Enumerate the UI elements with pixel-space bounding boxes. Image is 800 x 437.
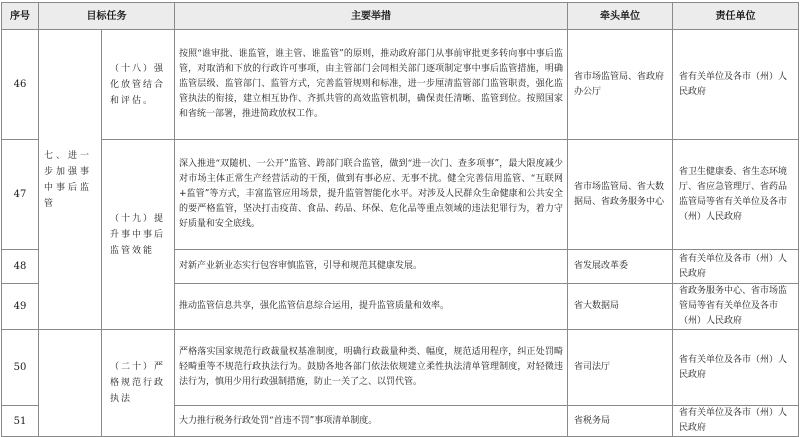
table-row bbox=[2, 140, 799, 250]
subtask-cell: （十九）提升事中事后监管效能 bbox=[102, 140, 175, 330]
table-row bbox=[2, 330, 799, 406]
lead-unit-cell: 省大数据局 bbox=[568, 284, 673, 330]
responsible-unit-cell: 省政务服务中心、省市场监管局等省有关单位及各市（州）人民政府 bbox=[673, 284, 799, 330]
header-no: 序号 bbox=[2, 3, 39, 30]
lead-unit-cell: 省税务局 bbox=[568, 406, 673, 437]
table-row bbox=[2, 30, 799, 140]
category-cell-blank bbox=[39, 330, 102, 437]
measure-cell: 严格落实国家规范行政裁量权基准制度，明确行政裁量种类、幅度，规范适用程序，纠正处罚畸轻畸重等不规范行政执法行为。鼓励各地各部门依法依规建立柔性执法清单管理制度，对轻微违法行为，慎用少用行政强制措施，防止一关了之、以罚代管。 bbox=[175, 330, 568, 406]
header-row bbox=[2, 3, 799, 30]
measure-cell: 按照“谁审批、谁监管，谁主管、谁监管”的原则，推动政府部门从事前审批更多转向事中事后监管，对取消和下放的行政许可事项，由主管部门会同相关部门逐项制定事中事后监管措施，明确监管层级、监管部门、监管方式，完善监管规则和标准，进一步厘清监管部门监管职责，强化监管执法的衔接，建立相互协作、齐抓共管的高效监管机制，确保责任清晰、监管到位。按照国家和省统一部署，推进简政放权工作。 bbox=[175, 30, 568, 140]
row-number: 47 bbox=[2, 140, 39, 250]
measure-cell: 深入推进“双随机、一公开”监管、跨部门联合监管，做到“进一次门、查多项事”，最大限度减少对市场主体正常生产经营活动的干预，做到有事必应、无事不扰。健全完善信用监管、“互联网+监管”等方式，丰富监管应用场景，提升监管智能化水平。对涉及人民群众生命健康和公共安全的要严格监管，坚决打击疫苗、食品、药品、环保、危化品等重点领域的违法犯罪行为，着力守好质量和安全底线。 bbox=[175, 140, 568, 250]
responsible-unit-cell: 省卫生健康委、省生态环境厅、省应急管理厅、省药品监管局等省有关单位及各市（州）人民政府 bbox=[673, 140, 799, 250]
subtask-cell: （十八）强化放管结合和评估。 bbox=[102, 30, 175, 140]
responsible-unit-cell: 省有关单位及各市（州）人民政府 bbox=[673, 250, 799, 284]
row-number: 50 bbox=[2, 330, 39, 406]
measure-cell: 对新产业新业态实行包容审慎监管，引导和规范其健康发展。 bbox=[175, 250, 568, 284]
measure-cell: 大力推行税务行政处罚“首违不罚”事项清单制度。 bbox=[175, 406, 568, 437]
responsible-unit-cell: 省有关单位及各市（州）人民政府 bbox=[673, 30, 799, 140]
row-number: 49 bbox=[2, 284, 39, 330]
category-cell: 七、进一步加强事中事后监管 bbox=[39, 30, 102, 330]
lead-unit-cell: 省发展改革委 bbox=[568, 250, 673, 284]
responsible-unit-cell: 省有关单位及各市（州）人民政府 bbox=[673, 406, 799, 437]
row-number: 51 bbox=[2, 406, 39, 437]
row-number: 48 bbox=[2, 250, 39, 284]
row-number: 46 bbox=[2, 30, 39, 140]
measure-cell: 推动监管信息共享，强化监管信息综合运用，提升监管质量和效率。 bbox=[175, 284, 568, 330]
lead-unit-cell: 省市场监管局、省大数据局、省政务服务中心 bbox=[568, 140, 673, 250]
header-resp: 责任单位 bbox=[673, 3, 799, 30]
lead-unit-cell: 省市场监管局、省政府办公厅 bbox=[568, 30, 673, 140]
subtask-cell: （二十）严格规范行政执法 bbox=[102, 330, 175, 437]
header-target: 目标任务 bbox=[39, 3, 175, 30]
task-table bbox=[1, 2, 799, 437]
header-measure: 主要举措 bbox=[175, 3, 568, 30]
header-lead: 牵头单位 bbox=[568, 3, 673, 30]
lead-unit-cell: 省司法厅 bbox=[568, 330, 673, 406]
responsible-unit-cell: 省有关单位及各市（州）人民政府 bbox=[673, 330, 799, 406]
